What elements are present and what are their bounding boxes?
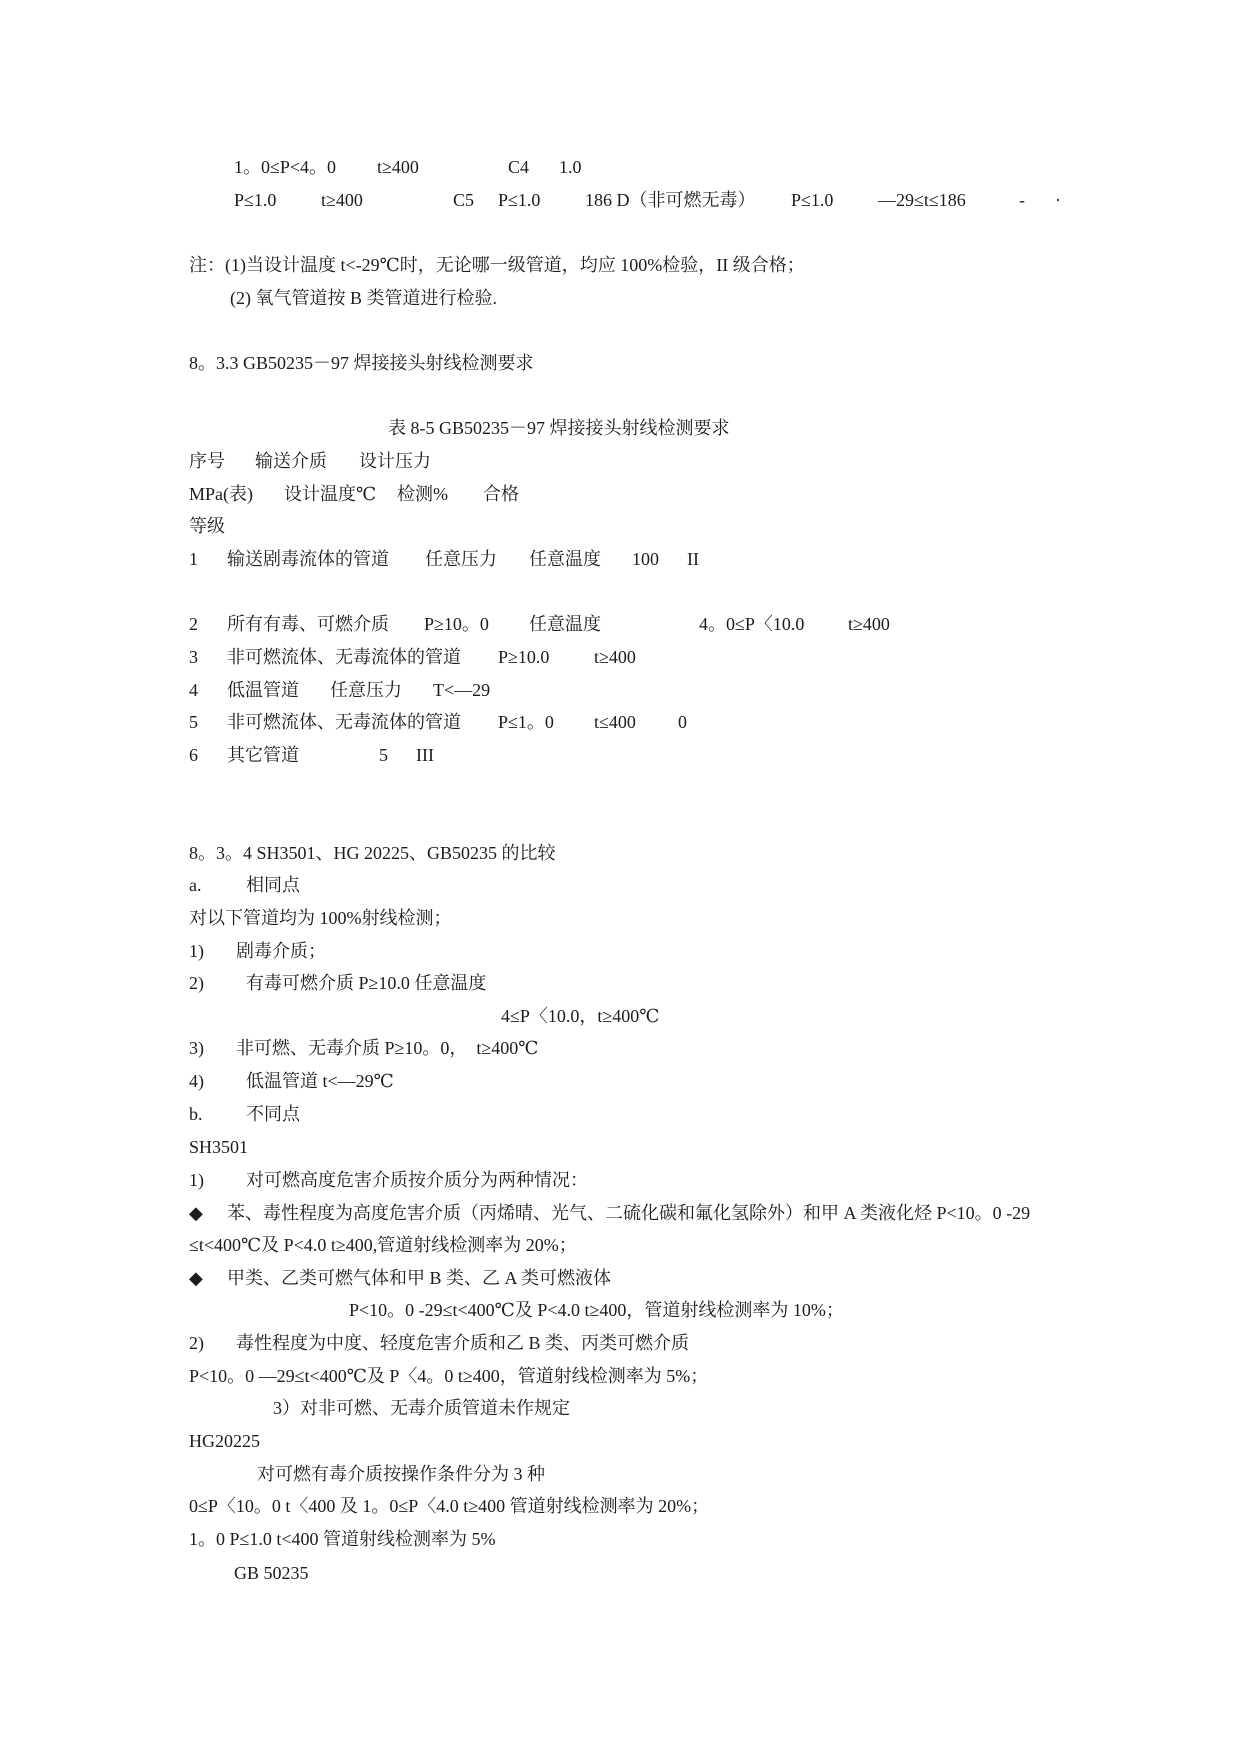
part-a-title: 相同点: [246, 875, 300, 895]
standard-hg20225-name: HG20225: [189, 1431, 260, 1451]
table-row-4-index: 4: [189, 680, 198, 700]
prev-row-c5-pressure: P≤1.0: [234, 190, 277, 210]
standard-gb50235-name: GB 50235: [234, 1563, 309, 1583]
table-row-3-medium: 非可燃流体、无毒流体的管道: [227, 647, 461, 667]
diamond-bullet-icon: ◆: [189, 1203, 203, 1223]
prev-row-d-label: 186 D（非可燃无毒）: [585, 190, 756, 210]
bullet-text: 甲类、乙类可燃气体和甲 B 类、乙 A 类可燃液体: [227, 1268, 612, 1288]
table-header-cell: 等级: [189, 516, 225, 536]
table-row-4-medium: 低温管道: [227, 680, 299, 700]
list-item-text: 剧毒介质；: [236, 941, 326, 961]
list-item-marker: 4): [189, 1071, 204, 1091]
table-row-2-pressure-range: 4。0≤P〈10.0: [699, 614, 805, 634]
list-item-continuation: 4≤P〈10.0，t≥400℃: [501, 1006, 660, 1026]
list-item-continuation: P<10。0 —29≤t<400℃及 P〈4。0 t≥400，管道射线检测率为 5%；: [189, 1366, 709, 1386]
table-row-2-pressure: P≥10。0: [424, 614, 489, 634]
table-header-cell: 序号: [189, 451, 225, 471]
list-item-text: 3）对非可燃、无毒介质管道未作规定: [273, 1398, 570, 1418]
table-header-cell: 设计压力: [359, 451, 431, 471]
hg20225-line-2: 1。0 P≤1.0 t<400 管道射线检测率为 5%: [189, 1529, 496, 1549]
bullet-continuation: P<10。0 -29≤t<400℃及 P<4.0 t≥400，管道射线检测率为 10%；: [349, 1300, 844, 1320]
section-834-heading: 8。3。4 SH3501、HG 20225、GB50235 的比较: [189, 843, 556, 863]
part-b-title: 不同点: [246, 1104, 300, 1124]
prev-row-c4-pressure: 1。0≤P<4。0: [234, 157, 337, 177]
list-item-marker: 3): [189, 1038, 204, 1058]
prev-row-c4-grade: C4: [508, 157, 530, 177]
table-row-3-index: 3: [189, 647, 198, 667]
table-row-2-temperature-2: t≥400: [848, 614, 890, 634]
hg20225-intro: 对可燃有毒介质按操作条件分为 3 种: [257, 1464, 545, 1484]
table-8-5-caption: 表 8-5 GB50235－97 焊接接头射线检测要求: [388, 418, 730, 438]
table-row-6-grade: III: [416, 745, 434, 765]
prev-row-d-dash: -: [1019, 190, 1025, 210]
table-row-5-temperature: t≤400: [594, 712, 636, 732]
list-item-text: 毒性程度为中度、轻度危害介质和乙 B 类、丙类可燃介质: [236, 1333, 690, 1353]
table-row-6-medium: 其它管道: [227, 745, 299, 765]
table-row-2-medium: 所有有毒、可燃介质: [227, 614, 389, 634]
list-item-text: 有毒可燃介质 P≥10.0 任意温度: [246, 973, 487, 993]
part-a-intro: 对以下管道均为 100%射线检测；: [189, 908, 452, 928]
table-row-5-index: 5: [189, 712, 198, 732]
table-row-4-temperature: T<—29: [433, 680, 491, 700]
note-1: 注：(1)当设计温度 t<-29℃时，无论哪一级管道，均应 100%检验，II 级合格；: [189, 255, 805, 275]
table-header-cell: 检测%: [397, 484, 448, 504]
table-row-3-temperature: t≥400: [594, 647, 636, 667]
table-row-5-medium: 非可燃流体、无毒流体的管道: [227, 712, 461, 732]
table-row-1-medium: 输送剧毒流体的管道: [227, 549, 389, 569]
table-row-2-temperature: 任意温度: [529, 614, 601, 634]
list-item-marker: 2): [189, 973, 204, 993]
table-header-cell: 合格: [483, 484, 519, 504]
bullet-continuation: ≤t<400℃及 P<4.0 t≥400,管道射线检测率为 20%；: [189, 1235, 577, 1255]
diamond-bullet-icon: ◆: [189, 1268, 203, 1288]
prev-row-c5-grade: C5: [453, 190, 475, 210]
table-header-cell: MPa(表): [189, 484, 253, 504]
table-row-2-index: 2: [189, 614, 198, 634]
table-row-5-percent: 0: [678, 712, 687, 732]
prev-row-c4-value: 1.0: [559, 157, 582, 177]
prev-row-c5-temperature: t≥400: [321, 190, 363, 210]
table-row-1-temperature: 任意温度: [529, 549, 601, 569]
table-row-1-pressure: 任意压力: [425, 549, 497, 569]
list-item-marker: 1): [189, 941, 204, 961]
standard-sh3501-name: SH3501: [189, 1137, 249, 1157]
note-2: (2) 氧气管道按 B 类管道进行检验.: [230, 288, 497, 308]
table-row-6-index: 6: [189, 745, 198, 765]
part-b-marker: b.: [189, 1104, 203, 1124]
prev-row-d-temperature: —29≤t≤186: [878, 190, 966, 210]
prev-row-d-dot: ·: [1055, 190, 1061, 210]
prev-row-c5-pressure-2: P≤1.0: [498, 190, 541, 210]
part-a-marker: a.: [189, 875, 202, 895]
bullet-text: 苯、毒性程度为高度危害介质（丙烯晴、光气、二硫化碳和氟化氢除外）和甲 A 类液化烃 P<10。0 -29: [227, 1203, 1031, 1223]
table-row-6-percent: 5: [379, 745, 388, 765]
table-row-5-pressure: P≤1。0: [498, 712, 554, 732]
table-row-4-pressure: 任意压力: [330, 680, 402, 700]
list-item-text: 低温管道 t<—29℃: [246, 1071, 394, 1091]
table-row-1-percent: 100: [632, 549, 659, 569]
prev-row-d-pressure: P≤1.0: [791, 190, 834, 210]
section-833-heading: 8。3.3 GB50235－97 焊接接头射线检测要求: [189, 353, 534, 373]
list-item-marker: 1): [189, 1170, 204, 1190]
table-row-3-pressure: P≥10.0: [498, 647, 550, 667]
table-row-1-index: 1: [189, 549, 198, 569]
table-row-1-grade: II: [687, 549, 699, 569]
list-item-marker: 2): [189, 1333, 204, 1353]
list-item-text: 对可燃高度危害介质按介质分为两种情况：: [246, 1170, 588, 1190]
table-header-cell: 输送介质: [255, 451, 327, 471]
list-item-text: 非可燃、无毒介质 P≥10。0， t≥400℃: [236, 1038, 539, 1058]
table-header-cell: 设计温度℃: [284, 484, 377, 504]
hg20225-line-1: 0≤P〈10。0 t〈400 及 1。0≤P〈4.0 t≥400 管道射线检测率为 20%；: [189, 1496, 710, 1516]
prev-row-c4-temperature: t≥400: [377, 157, 419, 177]
